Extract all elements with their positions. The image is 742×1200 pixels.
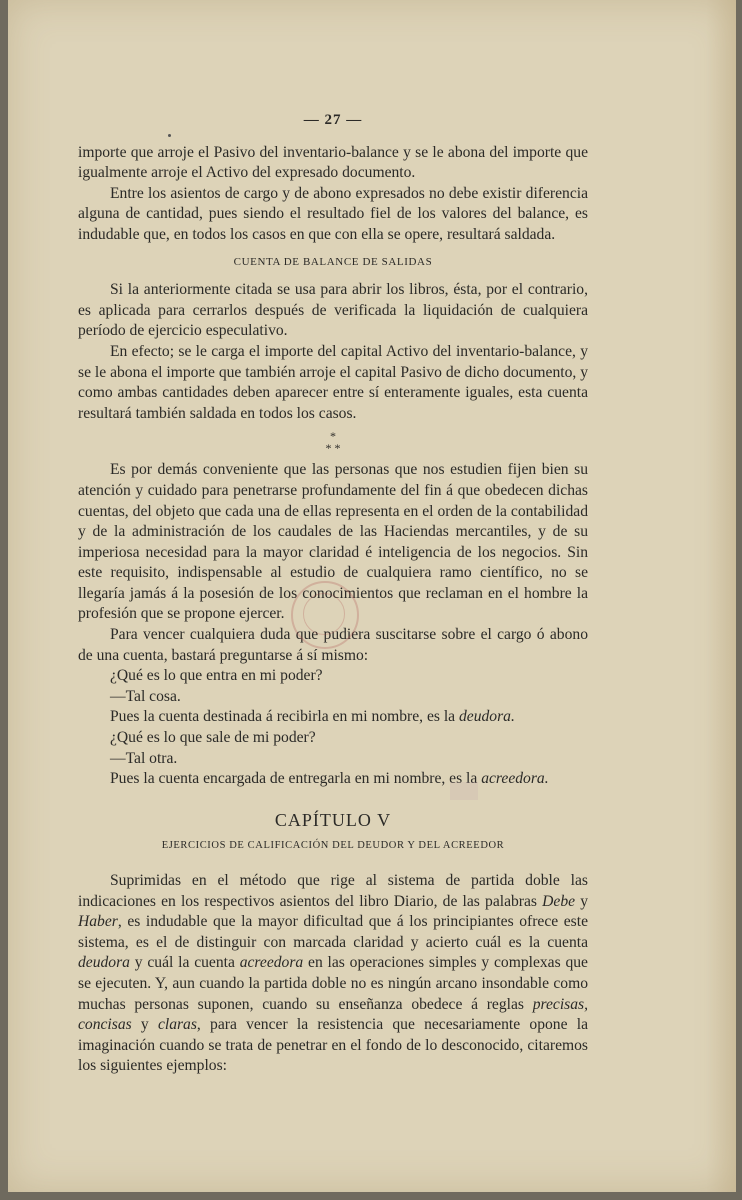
asterism: * * * <box>325 429 341 456</box>
emphasis-acreedora: acreedora <box>239 954 304 972</box>
document-page <box>8 0 736 1192</box>
dialogue-line <box>78 707 588 728</box>
dialogue-text: Pues la cuenta destinada á recibirla en mi nombre, es la <box>110 708 459 726</box>
dialogue-line: —Tal otra. <box>110 749 178 767</box>
emphasis-acreedora: acreedora. <box>481 770 549 788</box>
section-heading: CUENTA DE BALANCE DE SALIDAS <box>233 255 433 268</box>
text-run: en las operaciones simples y complexas que se ejecuten. Y, aun cuando la partida doble no es ningún arcano insondable como muchas personas suponen, cuando su enseñanza obedece á reglas <box>78 954 588 1013</box>
dialogue-line: —Tal cosa. <box>110 687 181 705</box>
text-run: , para vencer la resistencia que necesariamente opone la imaginación cuando se trata de penetrar en el fondo de lo desconocido, citaremos los siguientes ejemplos: <box>78 1016 588 1075</box>
chapter-subtitle: EJERCICIOS DE CALIFICACIÓN DEL DEUDOR Y DEL ACREEDOR <box>161 840 505 852</box>
paragraph: Si la anteriormente citada se usa para abrir los libros, ésta, por el contrario, es aplicada para cerrarlos después de verificada la liquidación de cualquiera período de ejercicio especulativo. <box>78 281 588 340</box>
emphasis-precisas: precisas, concisas <box>78 995 588 1034</box>
dialogue-line <box>78 769 588 790</box>
emphasis-deudora: deudora <box>78 954 130 972</box>
emphasis-deudora: deudora. <box>459 708 515 726</box>
text-run: y cuál la cuenta <box>129 954 240 972</box>
emphasis-debe: Debe <box>542 892 576 910</box>
chapter-title: CAPÍTULO V <box>274 809 392 830</box>
paragraph: Entre los asientos de cargo y de abono expresados no debe existir diferencia alguna de cantidad, pues siendo el resultado fiel de los valores del balance, es indudable que, en todos los casos en que con ella se opere, resultará saldada. <box>78 184 588 243</box>
paragraph: Es por demás conveniente que las personas que nos estudien fijen bien su atención y cuidado para penetrarse profundamente del fin á que obedecen dichas cuentas, del objeto que cada una de ellas representa en el orden de la contabilidad y de la administración de los caudales de las Haciendas mercantiles, y de su imperiosa necesidad para la mayor claridad é inteligencia de los negocios. Sin este requisito, indispensable al estudio de cualquiera ramo científico, no se llegaría jamás á la posesión de los conocimientos que reclaman en el hombre la profesión que se propone ejercer. <box>78 461 588 623</box>
page-number: — 27 — <box>303 112 363 128</box>
library-stamp <box>291 581 359 649</box>
paragraph: Para vencer cualquiera duda que pudiera suscitarse sobre el cargo ó abono de una cuenta, bastará preguntarse á sí mismo: <box>78 626 588 664</box>
text-run: , es indudable que la mayor dificultad que á los principiantes ofrece este sistema, es el de distinguir con marcada claridad y acierto cuál es la cuenta <box>78 913 588 951</box>
text-run: y <box>131 1016 158 1034</box>
dialogue-text: Pues la cuenta encargada de entregarla en mi nombre, es la <box>110 770 482 788</box>
emphasis-claras: claras <box>157 1016 197 1034</box>
paragraph: En efecto; se le carga el importe del capital Activo del inventario-balance, y se le abona el importe que también arroje el capital Pasivo de dicho documento, y como ambas cantidades deben aparecer entre sí enteramente iguales, esta cuenta resultará también saldada en todos los casos. <box>78 342 588 422</box>
faint-stamp <box>450 782 478 800</box>
dialogue-line: ¿Qué es lo que entra en mi poder? <box>110 667 323 685</box>
paragraph <box>78 871 588 1077</box>
paragraph: importe que arroje el Pasivo del inventario-balance y se le abona del importe que igualmente arroje el Activo del expresado documento. <box>78 143 588 182</box>
dialogue-line: ¿Qué es lo que sale de mi poder? <box>110 729 316 747</box>
text-run: Suprimidas en el método que rige al sistema de partida doble las indicaciones en los respectivos asientos del libro Diario, de las palabras <box>78 872 588 910</box>
text-run: y <box>575 892 588 910</box>
emphasis-haber: Haber <box>78 913 118 931</box>
